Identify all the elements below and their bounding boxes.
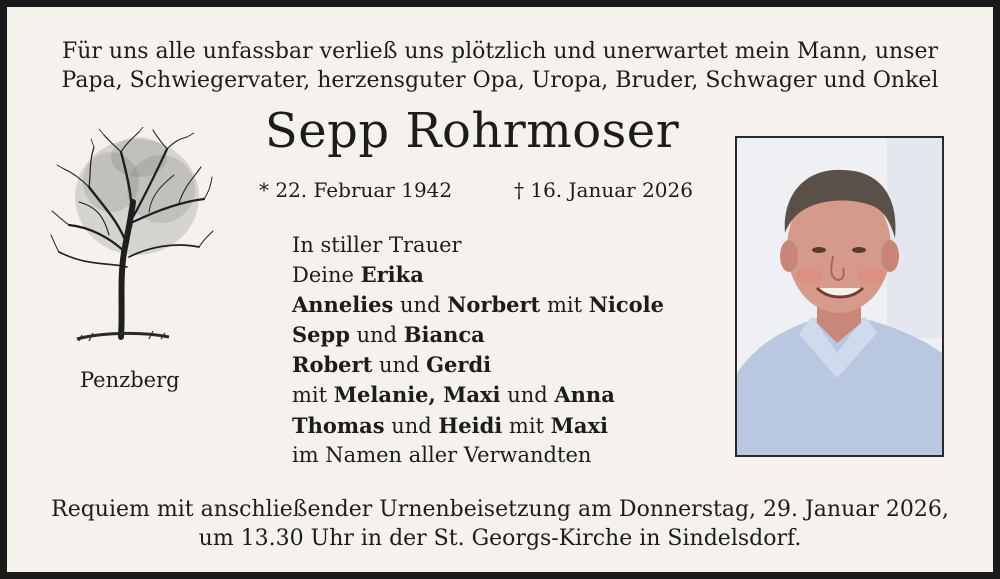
mourner-name: Maxi: [550, 412, 609, 438]
mourner-line: [292, 290, 664, 320]
mourner-name: Annelies: [292, 292, 394, 318]
intro-text: [27, 37, 973, 95]
mourner-name: Anna: [554, 382, 615, 408]
mourner-line: [292, 411, 664, 441]
mourner-text: und: [349, 323, 404, 348]
portrait-drawing: [737, 138, 942, 455]
mourner-name: Melanie, Maxi: [333, 382, 501, 408]
mourner-name: Erika: [360, 262, 424, 288]
tree-drawing: [49, 127, 214, 347]
mourner-name: Gerdi: [426, 352, 492, 378]
mourner-text: Deine: [292, 263, 361, 288]
mourner-line: [292, 260, 664, 290]
mourner-text: und: [500, 383, 555, 408]
mourner-name: Robert: [292, 352, 373, 378]
mourner-name: Heidi: [438, 412, 503, 438]
mourner-line: [292, 320, 664, 350]
mourner-text: In stiller Trauer: [292, 233, 462, 257]
mourner-text: mit: [540, 293, 589, 318]
mourner-text: mit: [502, 413, 551, 438]
place-name: Penzberg: [80, 368, 180, 392]
mourner-line: [292, 231, 664, 260]
mourner-name: Bianca: [403, 322, 485, 348]
birth-date: * 22. Februar 1942: [259, 178, 453, 202]
mourner-text: im Namen aller Verwandten: [292, 442, 592, 467]
intro-line-2: Papa, Schwiegervater, herzensguter Opa, Uropa, Bruder, Schwager und Onkel: [61, 68, 939, 93]
mourner-name: Thomas: [292, 412, 385, 438]
mourner-text: und: [393, 293, 448, 318]
bare-tree-icon: [49, 127, 214, 347]
portrait-photo: [735, 136, 944, 457]
requiem-info: [27, 495, 973, 553]
death-date: † 16. Januar 2026: [514, 178, 693, 202]
mourner-line: [292, 350, 664, 380]
mourners-list: [292, 231, 664, 470]
requiem-line-1: Requiem mit anschließender Urnenbeisetzung am Donnerstag, 29. Januar 2026,: [51, 497, 949, 522]
mourner-text: und: [384, 413, 439, 438]
requiem-line-2: um 13.30 Uhr in der St. Georgs-Kirche in Sindelsdorf.: [198, 526, 802, 551]
mourner-line: [292, 441, 664, 470]
mourner-name: Nicole: [588, 292, 664, 318]
mourner-name: Norbert: [447, 292, 541, 318]
intro-line-1: Für uns alle unfassbar verließ uns plötzlich und unerwartet mein Mann, unser: [61, 39, 939, 64]
mourner-line: [292, 380, 664, 410]
mourner-text: und: [372, 353, 427, 378]
mourner-name: Sepp: [292, 322, 350, 348]
deceased-name: Sepp Rohrmoser: [264, 103, 680, 159]
mourner-text: mit: [292, 383, 334, 408]
